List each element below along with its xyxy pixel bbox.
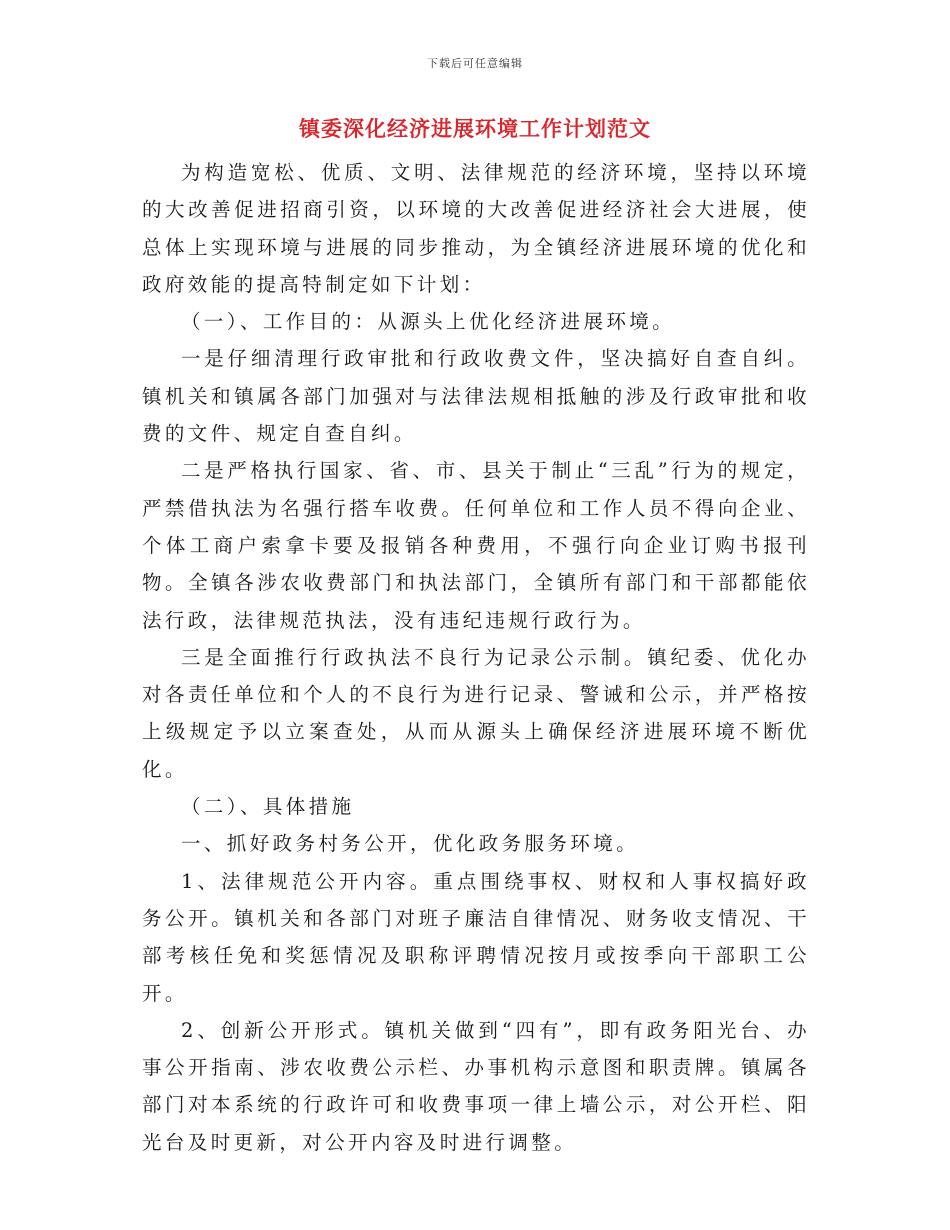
paragraph-goal-2: 二是严格执行国家、省、市、县关于制止“三乱”行为的规定，严禁借执法为名强行搭车收费。任何单位和工作人员不得向企业、个体工商户索拿卡要及报销各种费用，不强行向企业订购书报刊物。全镇各涉农收费部门和执法部门，全镇所有部门和干部都能依法行政，法律规范执法，没有违纪违规行政行为。 [142,459,810,632]
document-title: 镇委深化经济进展环境工作计划范文 [299,117,651,141]
paragraph-measure-1-1: 1、法律规范公开内容。重点围绕事权、财权和人事权搞好政务公开。镇机关和各部门对班子廉洁自律情况、财务收支情况、干部考核任免和奖惩情况及职称评聘情况按月或按季向干部职工公开。 [142,869,810,1005]
document-body [142,154,810,1161]
paragraph-goal-3: 三是全面推行行政执法不良行为记录公示制。镇纪委、优化办对各责任单位和个人的不良行为进行记录、警诫和公示，并严格按上级规定予以立案查处，从而从源头上确保经济进展环境不断优化。 [142,645,810,781]
subheading-measure-1: 一、抓好政务村务公开，优化政务服务环境。 [181,832,640,856]
paragraph-goal-1: 一是仔细清理行政审批和行政收费文件，坚决搞好自查自纠。镇机关和镇属各部门加强对与法律法规相抵触的涉及行政审批和收费的文件、规定自查自纠。 [142,347,810,446]
page-header-note: 下载后可任意编辑 [427,57,523,70]
paragraph-intro: 为构造宽松、优质、文明、法律规范的经济环境，坚持以环境的大改善促进招商引资，以环境的大改善促进经济社会大进展，使总体上实现环境与进展的同步推动，为全镇经济进展环境的优化和政府效能的提高特制定如下计划： [142,161,810,296]
paragraph-measure-1-2: 2、创新公开形式。镇机关做到“四有”，即有政务阳光台、办事公开指南、涉农收费公示栏、办事机构示意图和职责牌。镇属各部门对本系统的行政许可和收费事项一律上墙公示，对公开栏、阳光台及时更新，对公开内容及时进行调整。 [142,1018,810,1154]
section-heading-goal: （一）、工作目的：从源头上优化经济进展环境。 [181,310,676,334]
section-heading-measures: （二）、具体措施 [181,795,355,819]
